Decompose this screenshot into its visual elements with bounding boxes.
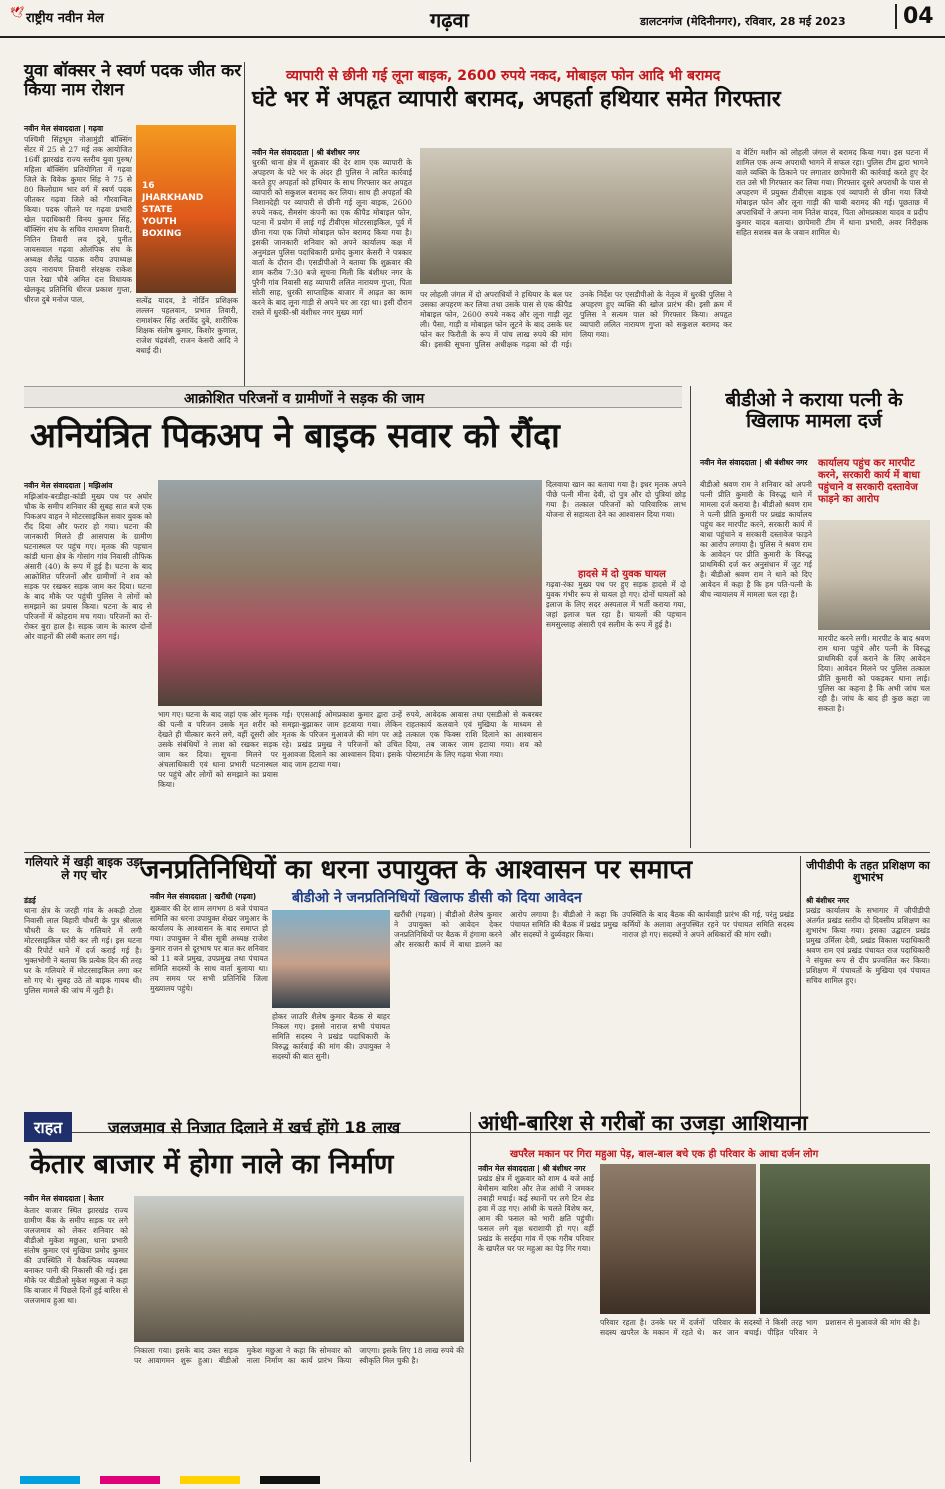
section-name: गढ़वा: [430, 8, 469, 32]
story6-headline: जनप्रतिनिधियों का धरना उपायुक्त के आश्वासन पर समाप्त: [140, 855, 693, 885]
magenta-swatch: [100, 1476, 160, 1484]
story9-byline: नवीन मेल संवाददाता | श्री बंशीधर नगर: [478, 1164, 586, 1173]
story4-kicker: कार्यालय पहुंच कर मारपीट करने, सरकारी कार्य में बाधा पहुंचाने व सरकारी दस्तावेज फाड़ने का आरोप: [818, 458, 920, 505]
story6-body-2: होकर जाउरि शैलेष कुमार बैठक से बाहर निकल गए। इससे नाराज सभी पंचायत समिति सदस्य ने प्रखंड पदाधिकारी के विरुद्ध कार्रवाई की मांग की। उपायुक्त ने सदस्यों की बात सुनी।: [272, 1012, 390, 1061]
story6-body-4: उपस्थिति के बाद बैठक की कार्यवाही प्रारंभ की गई, परंतु प्रखंड कर्मियों के अलावा अनुपस्थित रहने पर पंचायत समिति सदस्य नाराज हो गए। सदस्यों ने अपने अधिकारों की मांग रखी।: [622, 910, 794, 939]
story1-body-continued: सत्येंद्र यादव, डे नोर्डिन प्रशिक्षक लल्लन पहलवान, प्रभात तिवारी, रामाशंकर सिंह अरविंद दुबे, शारीरिक शिक्षक संतोष कुमार, किशोर कुणाल, राजेश चंद्रवंशी, राजन केसरी आदि ने बधाई दी।: [136, 296, 238, 355]
story9-photo-2: [760, 1164, 930, 1314]
story3-byline: नवीन मेल संवाददाता | मझिआंव: [24, 481, 113, 490]
story1-headline: युवा बॉक्सर ने स्वर्ण पदक जीत कर किया नाम रोशन: [24, 61, 242, 100]
story6-photo: [272, 910, 390, 1008]
story8-kicker: जलजमाव से निजात दिलाने में खर्च होंगे 18 लाख: [108, 1118, 401, 1137]
story2-body: धुरकी थाना क्षेत्र में शुक्रवार की देर शाम एक व्यापारी के अपहरण के घंटे भर के अंदर ही पुलिस ने त्वरित कार्रवाई करते हुए अपहर्ता को हथियार के साथ गिरफ्तार कर अपहृत व्यापारी को सकुशल बरामद कर लिया। साथ ही अपहर्ता की निशानदेही पर व्यापारी से छीनी गई लूना बाइक, 2600 रुपये नकद, सैमसंग कंपनी का एक कीपैड मोबाइल फोन, पटना में प्रयोग में लाई गई टीवीएस मोटरसाइकिल, पूर्व में छीना गया एक जियो मोबाइल फोन बरामद किया गया है। इसकी जानकारी शनिवार को अपने कार्यालय कक्ष में अनुमंडल पुलिस पदाधिकारी प्रमोद कुमार केसरी ने पत्रकार वार्ता के दौरान दी। एसडीपीओ ने बताया कि शुक्रवार की शाम करीब 7:30 बजे सूचना मिली कि बंशीधर नगर के पुरैनी गांव निवासी सह व्यापारी ललित नारायण गुप्ता, पिता सोती साह, धुरकी साप्ताहिक बाजार में आढ़त का काम करने के बाद लूना गाड़ी से अपने घर आ रहा था। इसी दौरान रास्ते में धुरकी-श्री बंशीधर नगर मुख्य मार्ग: [252, 158, 412, 317]
story7-body: प्रखंड कार्यालय के सभागार में जीपीडीपी अंतर्गत प्रखंड स्तरीय दो दिवसीय प्रशिक्षण का शुभारंभ किया गया। इसका उद्घाटन प्रखंड प्रमुख उर्मिला देवी, प्रखंड विकास पदाधिकारी श्रवण राम एवं प्रखंड पंचायत राज पदाधिकारी ने संयुक्त रूप से दीप प्रज्वलित कर किया। प्रशिक्षण में पंचायतों के मुखिया एवं पंचायत सचिव शामिल हुए।: [806, 906, 930, 985]
masthead: राष्ट्रीय नवीन मेल: [26, 11, 104, 26]
story8-body: केतार बाजार स्थित झारखंड राज्य ग्रामीण बैंक के समीप सड़क पर लगे जलजमाव को लेकर शनिवार को बीडीओ मुकेश मछुआ, थाना प्रभारी संतोष कुमार एवं मुखिया प्रमोद कुमार की उपस्थिति में वैकल्पिक व्यवस्था बनाकर पानी की निकासी की गई। इस मौके पर बीडीओ मुकेश मछुआ ने कहा कि बाजार में पिछले दिनों हुई बारिश से जलजमाव हुआ था।: [24, 1206, 128, 1305]
story9-body-continued: परिवार रहता है। उनके घर में दर्जनों सदस्य खपरैल के मकान में रहते थे। परिवार के सदस्यों ने किसी तरह भाग कर जान बचाई। पीड़ित परिवार ने प्रशासन से मुआवजे की मांग की है।: [600, 1318, 920, 1337]
story4-body-continued: मारपीट करने लगी। मारपीट के बाद श्रवण राम थाना पहुंचे और पत्नी के विरुद्ध प्राथमिकी दर्ज कराने के लिए आवेदन दिया। आवेदन मिलने पर पुलिस तत्काल प्रीति कुमारी को पकड़कर थाना लाई। पुलिस का कहना है कि अभी जांच चल रही है। जांच के बाद ही कुछ कहा जा सकता है।: [818, 634, 930, 713]
story4-byline: नवीन मेल संवाददाता | श्री बंशीधर नगर: [700, 458, 808, 467]
story9-body: प्रखंड क्षेत्र में शुक्रवार को शाम 4 बजे आई बेमौसम बारिश और तेज आंधी ने जमकर तबाही मचाई। कई स्थानों पर लगे टिन शेड हवा में उड़ गए। आंधी के चलते विशेष कर, आम की फसल को भारी क्षति पहुंची। फसल लगे वृक्ष धराशायी हो गए। वहीं प्रखंड के सरईया गांव में एक गरीब परिवार के खपरैल घर पर महुआ का पेड़ गिर गया।: [478, 1174, 594, 1253]
story2-body-continued: पर लोहली जंगल में दो अपराधियों ने हथियार के बल पर उसका अपहरण कर लिया तथा उसके पास से एक कीपैड मोबाइल फोन, 2600 रुपये नकद और लूना गाड़ी लूट ली। पैसा, गाड़ी व मोबाइल फोन लूटने के बाद उसके घर फोन कर फिरौती के रूप में पांच लाख रुपये की मांग की। इसकी सूचना पुलिस अधीक्षक गढ़वा को दी गई। उनके निर्देश पर एसडीपीओ के नेतृत्व में धुरकी पुलिस ने अपहरण हुए व्यक्ति की खोज प्रारंभ की। इसी क्रम में पुलिस ने सत्यम पाल को गिरफ्तार किया। अपहृत व्यापारी ललित नारायण गुप्ता को सकुशल बरामद कर लिया गया।: [420, 290, 732, 349]
story3-body-6: गढ़वा-रंका मुख्य पथ पर हुए सड़क हादसे में दो युवक गंभीर रूप से घायल हो गए। दोनों घायलों को इलाज के लिए सदर अस्पताल में भर्ती कराया गया, जहां इलाज चल रहा है। घायलों की पहचान समसुल्लाह अंसारी एवं सलीम के रूप में हुई है।: [546, 580, 686, 629]
story2-byline: नवीन मेल संवाददाता | श्री बंशीधर नगर: [252, 148, 360, 157]
story3-body-5: दिलवाया खान का बताया गया है। इधर मृतक अपने पीछे पत्नी मीना देवी, दो पुत्र और दो पुत्रियां छोड़ गया है। तत्काल परिजनों को पारिवारिक लाभ योजना से सहायता देने का आश्वासन दिया गया।: [546, 480, 686, 519]
story3-body-3: गई। एएसआई ओमप्रकाश कुमार द्वारा उन्हें समझा-बुझाकर जाम हटवाया गया। लेकिन मृतक के परिजन मुआवजे की मांग पर अड़े रहे। प्रखंड प्रमुख ने परिजनों को उचित मुआवजा दिलाने का आश्वासन दिया। इसके बाद जाम हटाया गया।: [282, 710, 402, 769]
rahat-tag: राहत: [24, 1112, 72, 1142]
story6-kicker: बीडीओ ने जनप्रतिनिधियों खिलाफ डीसी को दिया आवेदन: [292, 890, 582, 906]
story7-byline: श्री बंशीधर नगर: [806, 896, 849, 905]
story8-body-continued: निकाला गया। इसके बाद उक्त सड़क पर आवागमन शुरू हुआ। बीडीओ मुकेश मछुआ ने कहा कि सोमवार को नाला निर्माण का कार्य प्रारंभ किया जाएगा। इसके लिए 18 लाख रुपये की स्वीकृति मिल चुकी है।: [134, 1346, 464, 1365]
column-divider: [244, 62, 245, 392]
black-swatch: [260, 1476, 320, 1484]
story9-headline: आंधी-बारिश से गरीबों का उजड़ा आशियाना: [478, 1111, 808, 1135]
story3-body-4: रुपये, आवेदक आवास तथा एसडीओ से कबरबर राहतकार्य कलवाने एवं मुखिया के माध्यम से तत्काल एक फिक्स राशि दिलाने का आश्वासन दिया, तब जाकर जाम हटाया गया। शव को पोस्टमार्टम के लिए गढ़वा भेजा गया।: [406, 710, 542, 759]
story9-photo-1: [600, 1164, 756, 1314]
story3-body-2: भाग गए। घटना के बाद जहां एक ओर मृतक की पत्नी व परिजन उसके मृत शरीर को देखते ही चीत्कार करने लगे, वहीं दूसरी ओर उसके संबंधियों ने लाश को रखकर सड़क जाम कर दिया। सूचना मिलने पर अंचलाधिकारी एवं थाना प्रभारी घटनास्थल पर पहुंचे और लोगों को समझाने का प्रयास किया।: [158, 710, 278, 789]
cyan-swatch: [20, 1476, 80, 1484]
yellow-swatch: [180, 1476, 240, 1484]
story1-photo: 16 JHARKHAND STATE YOUTH BOXING: [136, 125, 236, 293]
column-divider: [470, 1112, 471, 1462]
story9-kicker: खपरैल मकान पर गिरा महुआ पेड़, बाल-बाल बचे एक ही परिवार के आधा दर्जन लोग: [510, 1149, 819, 1160]
story3-body: मझिआंव-बरडीहा-कांडी मुख्य पथ पर अघोर चौक के समीप शनिवार की सुबह सात बजे एक पिकअप वाहन ने मोटरसाइकिल सवार युवक को रौंद दिया और फरार हो गया। घटना की जानकारी मिलते ही आसपास के ग्रामीण घटनास्थल पर पहुंच गए। मृतक की पहचान कांडी थाना क्षेत्र के गोसांग गांव निवासी तौफिक अंसारी (40) के रूप में हुई है। घटना के बाद आक्रोशित परिजनों और ग्रामीणों ने शव को सड़क पर रखकर सड़क जाम कर दिया। घटना के बाद मौके पर पहुंची पुलिस ने लोगों को समझाने का प्रयास किया। घटना के बाद से परिजनों में कोहराम मच गया। परिजनों का रो-रोकर बुरा हाल है। सड़क जाम के कारण दोनों ओर वाहनों की लंबी कतार लग गई।: [24, 492, 152, 641]
story8-byline: नवीन मेल संवाददाता | केतार: [24, 1194, 104, 1203]
column-divider: [690, 386, 691, 848]
section-divider: [24, 852, 930, 853]
story8-photo: [134, 1196, 464, 1342]
story4-headline: बीडीओ ने कराया पत्नी के खिलाफ मामला दर्ज: [725, 389, 903, 432]
story7-headline: जीपीडीपी के तहत प्रशिक्षण का शुभारंभ: [806, 859, 930, 885]
story3-photo: [158, 480, 542, 706]
story5-headline: गलियारे में खड़ी बाइक उड़ा ले गए चोर: [25, 855, 143, 883]
story3-kicker: आक्रोशित परिजनों व ग्रामीणों ने सड़क की जाम: [184, 391, 425, 407]
story1-byline: नवीन मेल संवाददाता | गढ़वा: [24, 124, 104, 133]
story2-body-end: व वेटिंग मशीन को लोहली जंगल से बरामद किया गया। इस घटना में शामिल एक अन्य अपराधी भागने में सफल रहा। पुलिस टीम द्वारा भागने वाले व्यक्ति के ठिकाने पर लगातार छापेमारी की कार्रवाई करते हुए देर रात उसे भी गिरफ्तार कर लिया गया। गिरफ्तार दूसरे अपराधी के पास से अपहरण में प्रयुक्त टीवीएस बाइक एवं व्यापारी से छीना गया जियो मोबाइल फोन और लूना गाड़ी की चाबी बरामद की गई। पूछताछ में अपराधियों ने अपना नाम नितेश यादव, पिता ओमप्रकाश यादव व प्रदीप कुमार यादव बताया। छापेमारी टीम में थाना प्रभारी, अवर निरीक्षक सहित सशस्त्र बल के जवान शामिल थे।: [736, 148, 928, 237]
story5-byline: डंडई: [24, 896, 36, 905]
story6-byline: नवीन मेल संवाददाता | खरौंधी (गढ़वा): [150, 892, 257, 901]
story6-body-3: खरौंधी (गढ़वा) | बीडीओ शैलेष कुमार ने उपायुक्त को आवेदन देकर जनप्रतिनिधियों पर बैठक में हंगामा करने और सरकारी कार्य में बाधा डालने का आरोप लगाया है। बीडीओ ने कहा कि पंचायत समिति की बैठक में प्रखंड प्रमुख और सदस्यों ने दुर्व्यवहार किया।: [394, 910, 618, 949]
story4-body: बीडीओ श्रवण राम ने शनिवार को अपनी पत्नी प्रीति कुमारी के विरुद्ध थाने में मामला दर्ज कराया है। बीडीओ श्रवण राम ने पत्नी प्रीति कुमारी पर प्रखंड कार्यालय पहुंच कर मारपीट करने, सरकारी कार्य में बाधा पहुंचाने व सरकारी दस्तावेज फाड़ने का आरोप लगाया है। पुलिस ने श्रवण राम के आवेदन पर प्रीति कुमारी के विरुद्ध प्राथमिकी दर्ज कर अनुसंधान में जुट गई है। बीडीओ श्रवण राम ने थाने को दिए आवेदन में कहा है कि हम पति-पत्नी के बीच न्यायालय में मामला चल रहा है।: [700, 480, 812, 599]
story4-photo: [818, 520, 930, 630]
print-color-strip: [0, 1470, 945, 1489]
story8-headline: केतार बाजार में होगा नाले का निर्माण: [30, 1149, 394, 1180]
story2-kicker: व्यापारी से छीनी गई लूना बाइक, 2600 रुपये नकद, मोबाइल फोन आदि भी बरामद: [286, 68, 721, 84]
story1-body: पश्चिमी सिंहभूम नोआमुंडी बॉक्सिंग सेंटर में 25 से 27 मई तक आयोजित 16वीं झारखंड राज्य स्तरीय युवा पुरुष/महिला बॉक्सिंग प्रतियोगिता में गढ़वा जिले के विवेक कुमार सिंह ने 75 से 80 किलोग्राम भार वर्ग में स्वर्ण पदक जीतकर गढ़वा जिले को गौरवान्वित किया। पदक जीतने पर गढ़वा प्रभारी खेल पदाधिकारी विनय कुमार सिंह, बॉक्सिंग संघ के सचिव रामायण तिवारी, नितिन तिवारी लव दुबे, पुनीत जायसवाल गढ़वा ओलंपिक संघ के अध्यक्ष शैलेंद्र पाठक वरीय उपाध्यक्ष उदय नारायण तिवारी संरक्षक राकेश पाल रेखा चौबे अमित दत्त विधायक खेलकूद प्रतिनिधि धीरज प्रकाश गुप्ता, धीरज दुबे मनोज पाल,: [24, 135, 132, 304]
page-number: 04: [895, 4, 934, 29]
story2-headline: घंटे भर में अपहृत व्यापारी बरामद, अपहर्ता हथियार समेत गिरफ्तार: [252, 87, 781, 112]
story5-body: थाना क्षेत्र के जरही गांव के अकड़ी टोला निवासी लाल बिहारी चौधरी के पुत्र श्रीलाल चौधरी के घर के गलियारे में लगी मोटरसाइकिल चोरी कर ली गई। इस घटना की रिपोर्ट थाने में दर्ज कराई गई है। भुक्तभोगी ने बताया कि प्रत्येक दिन की तरह घर के गलियारे में मोटरसाइकिल लगा कर सो गए थे। सुबह उठे तो बाइक गायब थी। पुलिस मामले की जांच में जुटी है।: [24, 906, 142, 995]
story3-headline: अनियंत्रित पिकअप ने बाइक सवार को रौंदा: [30, 416, 560, 456]
story3-subhead: हादसे में दो युवक घायल: [578, 569, 666, 580]
story6-body: शुक्रवार की देर शाम लगभग 8 बजे पंचायत समिति का धरना उपायुक्त शेखर जमुआर के कार्यालय के आश्वासन के बाद समाप्त हो गया। उपायुक्त ने बीस सूत्री अध्यक्ष राजेश कुमार राजन से दूरभाष पर बात कर शनिवार को 11 बजे प्रमुख, उपप्रमुख तथा पंचायत समिति सदस्यों के साथ वार्ता बुलाया था। तय समय पर सभी प्रतिनिधि जिला मुख्यालय पहुंचे।: [150, 904, 268, 993]
story2-photo: [420, 148, 732, 284]
column-divider: [800, 856, 801, 1128]
bird-logo-icon: 🕊: [10, 6, 24, 19]
dateline: डालटनगंज (मेदिनीनगर), रविवार, 28 मई 2023: [640, 15, 846, 28]
